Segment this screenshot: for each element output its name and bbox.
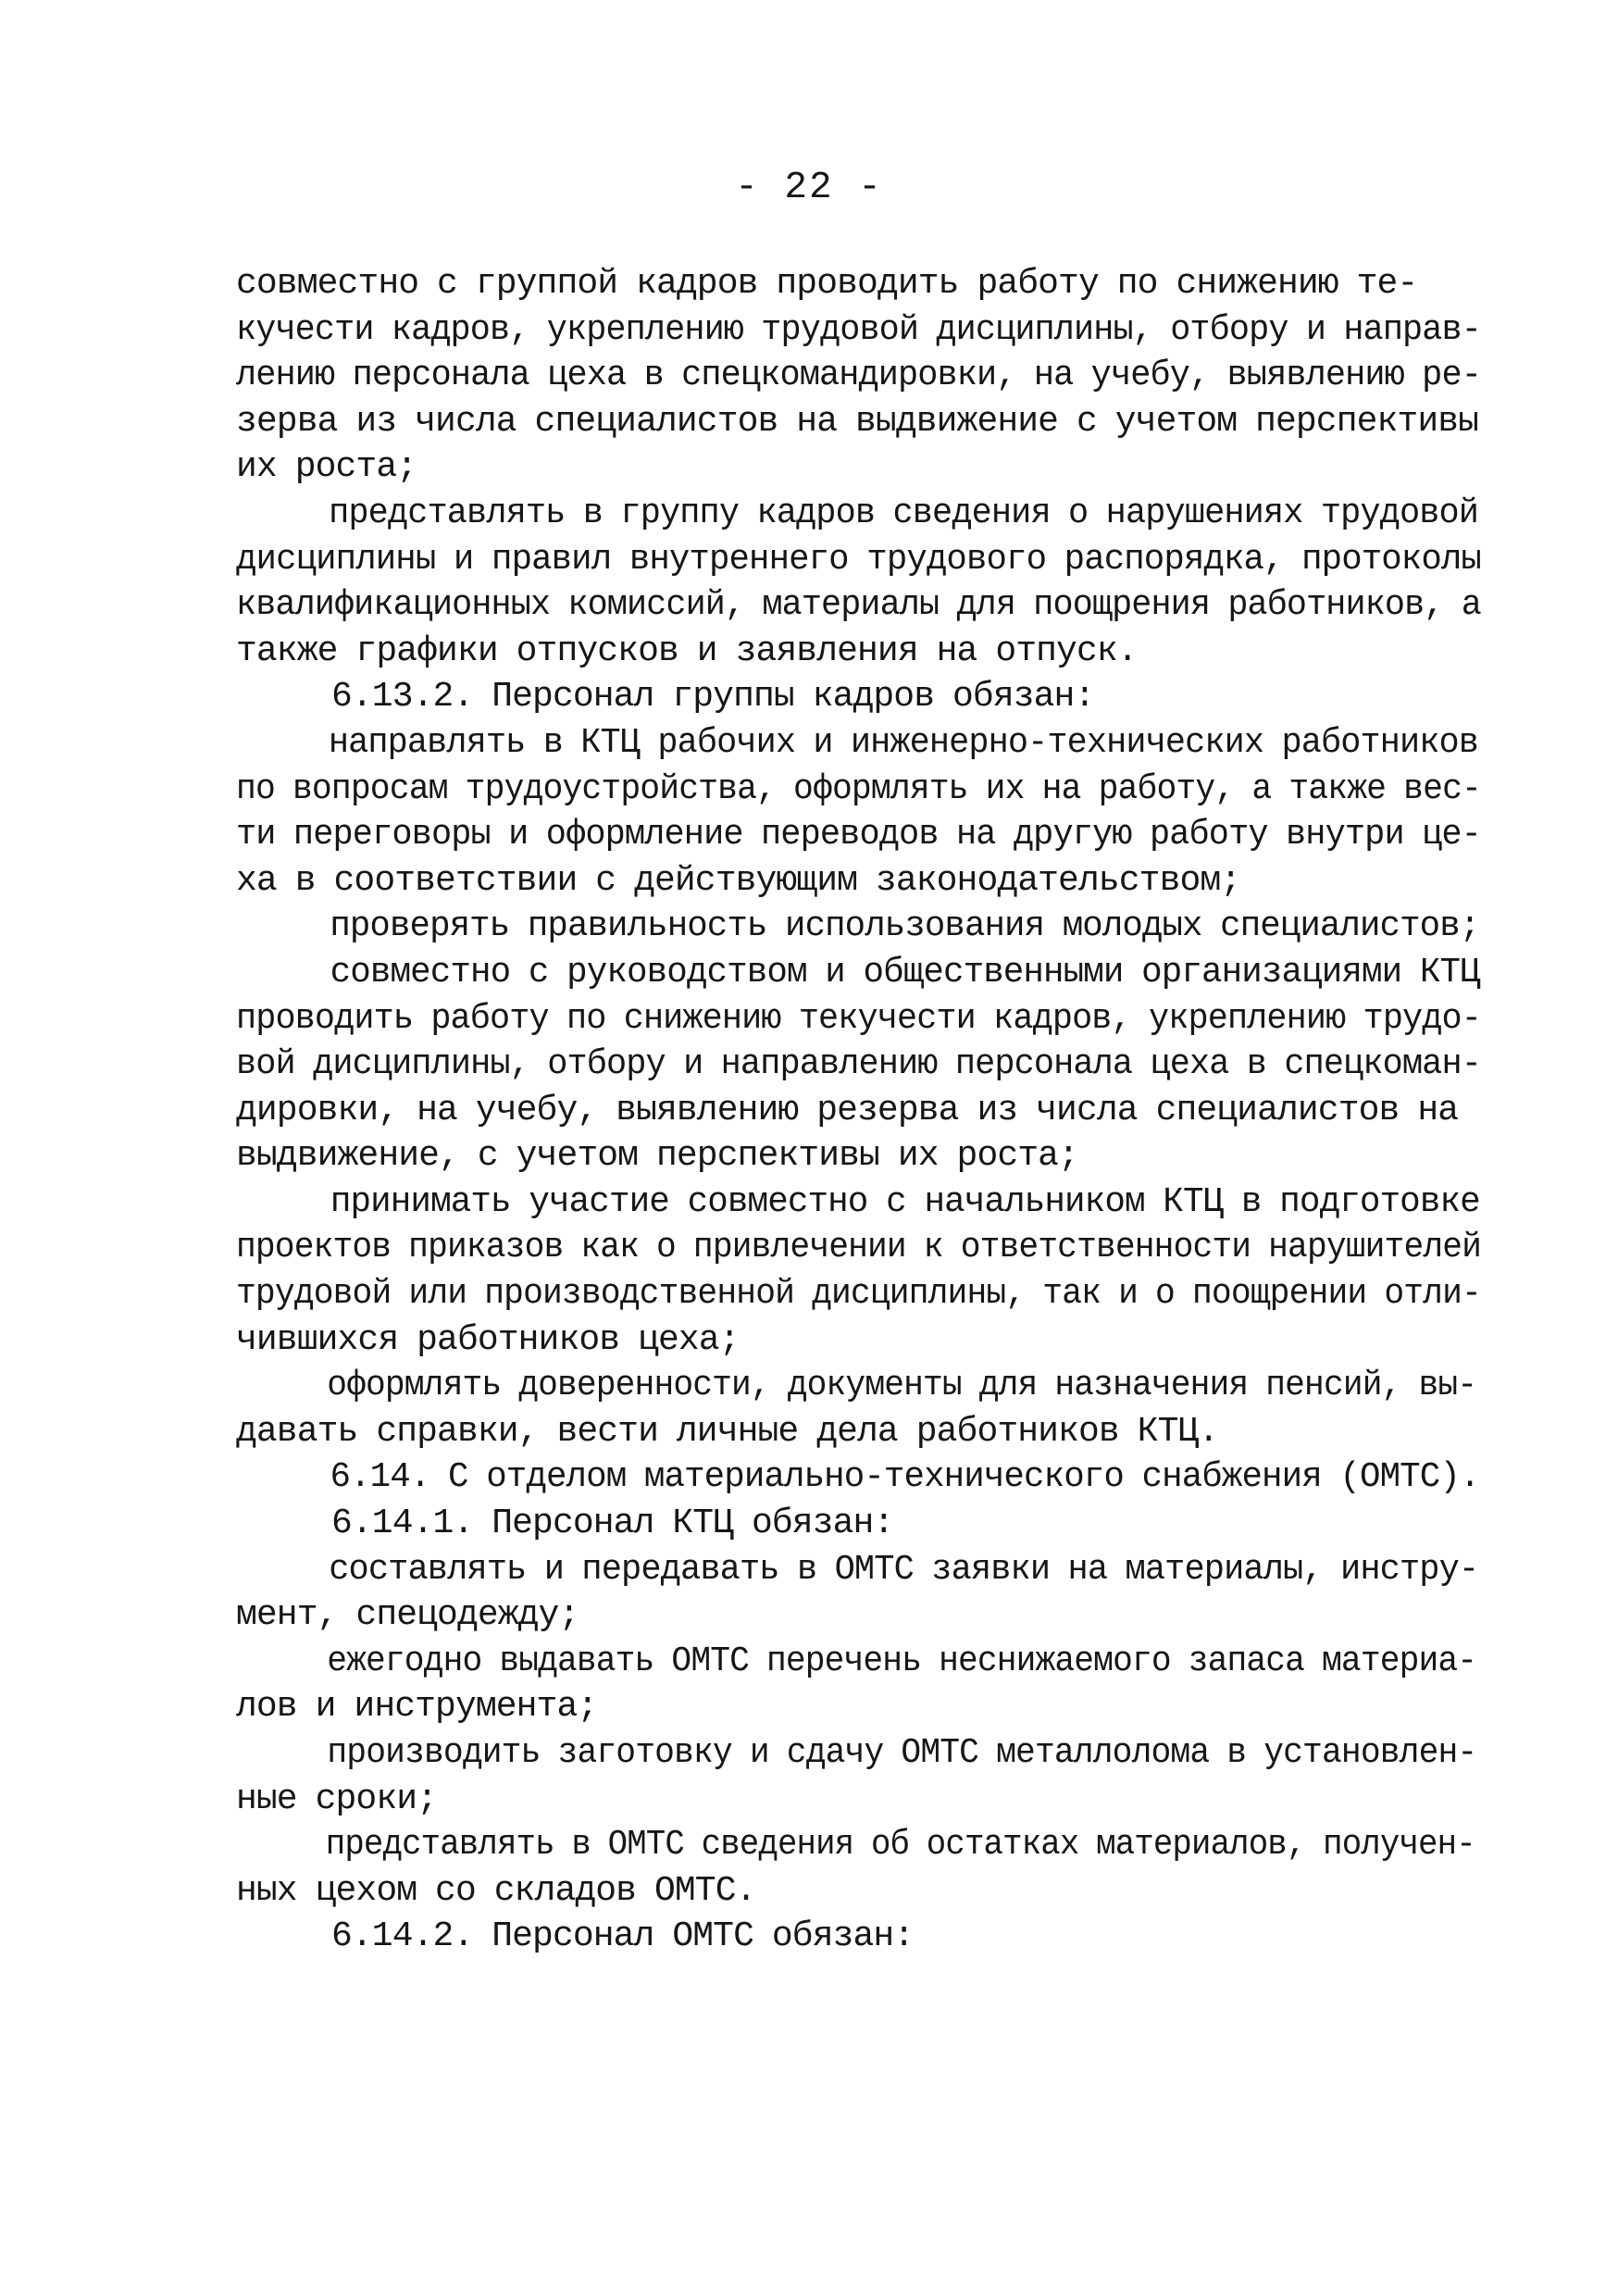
- text-line: давать справки, вести личные дела работников КТЦ.: [236, 1411, 1219, 1452]
- text-line: квалификационных комиссий, материалы для поощрения работников, а: [236, 585, 1481, 626]
- text-line: ных цехом со складов ОМТС.: [236, 1870, 756, 1911]
- text-line: представлять в группу кадров сведения о нарушениях трудовой: [329, 493, 1479, 533]
- text-line: лов и инструмента;: [236, 1687, 598, 1728]
- text-line: 6.14. С отделом материально-технического снабжения (ОМТС).: [330, 1457, 1480, 1498]
- text-line: их роста;: [236, 447, 417, 488]
- text-line: принимать участие совместно с начальником КТЦ в подготовке: [330, 1181, 1480, 1222]
- text-line: проверять правильность использования молодых специалистов;: [330, 906, 1480, 947]
- text-line: лению персонала цеха в спецкомандировки, на учебу, выявлению ре-: [236, 356, 1481, 396]
- text-line: трудовой или производственной дисциплины, так и о поощрении отли-: [236, 1274, 1481, 1315]
- text-line: кучести кадров, укреплению трудовой дисциплины, отбору и направ-: [236, 309, 1481, 350]
- text-line: вой дисциплины, отбору и направлению персонала цеха в спецкоман-: [236, 1044, 1481, 1085]
- text-line: совместно с группой кадров проводить работу по снижению те-: [236, 264, 1418, 304]
- text-line: представлять в ОМТС сведения об остатках материалов, получен-: [325, 1825, 1475, 1866]
- text-line: проектов приказов как о привлечении к ответственности нарушителей: [236, 1228, 1482, 1268]
- text-line: выдвижение, с учетом перспективы их роста;: [236, 1136, 1078, 1177]
- body-text: [236, 261, 1482, 1960]
- text-line: совместно с руководством и общественными организациями КТЦ: [330, 952, 1480, 992]
- text-line: также графики отпусков и заявления на отпуск.: [236, 630, 1138, 671]
- text-line: составлять и передавать в ОМТС заявки на материалы, инстру-: [329, 1549, 1479, 1590]
- text-line: по вопросам трудоустройства, оформлять их на работу, а также вес-: [236, 768, 1482, 809]
- text-line: направлять в КТЦ рабочих и инженерно-технических работников: [328, 722, 1478, 763]
- text-line: оформлять доверенности, документы для назначения пенсий, вы-: [327, 1366, 1477, 1406]
- text-line: 6.13.2. Персонал группы кадров обязан:: [331, 677, 1095, 718]
- text-line: ные сроки;: [236, 1778, 438, 1819]
- text-line: ежегодно выдавать ОМТС перечень неснижаемого запаса материа-: [327, 1641, 1477, 1681]
- text-line: производить заготовку и сдачу ОМТС металлолома в установлен-: [327, 1733, 1477, 1773]
- text-line: 6.14.2. Персонал ОМТС обязан:: [331, 1916, 915, 1957]
- text-line: мент, спецодежду;: [236, 1595, 579, 1636]
- text-line: зерва из числа специалистов на выдвижение с учетом перспективы: [236, 401, 1479, 442]
- text-line: ти переговоры и оформление переводов на другую работу внутри це-: [236, 815, 1481, 855]
- page-number: - 22 -: [735, 167, 883, 209]
- text-line: дировки, на учебу, выявлению резерва из числа специалистов на: [236, 1090, 1459, 1130]
- text-line: дисциплины и правил внутреннего трудового распорядка, протоколы: [236, 539, 1481, 580]
- text-line: проводить работу по снижению текучести кадров, укреплению трудо-: [236, 998, 1481, 1039]
- text-line: чившихся работников цеха;: [236, 1319, 740, 1360]
- text-line: 6.14.1. Персонал КТЦ обязан:: [331, 1504, 894, 1544]
- text-line: ха в соответствии с действующим законодательством;: [236, 860, 1241, 901]
